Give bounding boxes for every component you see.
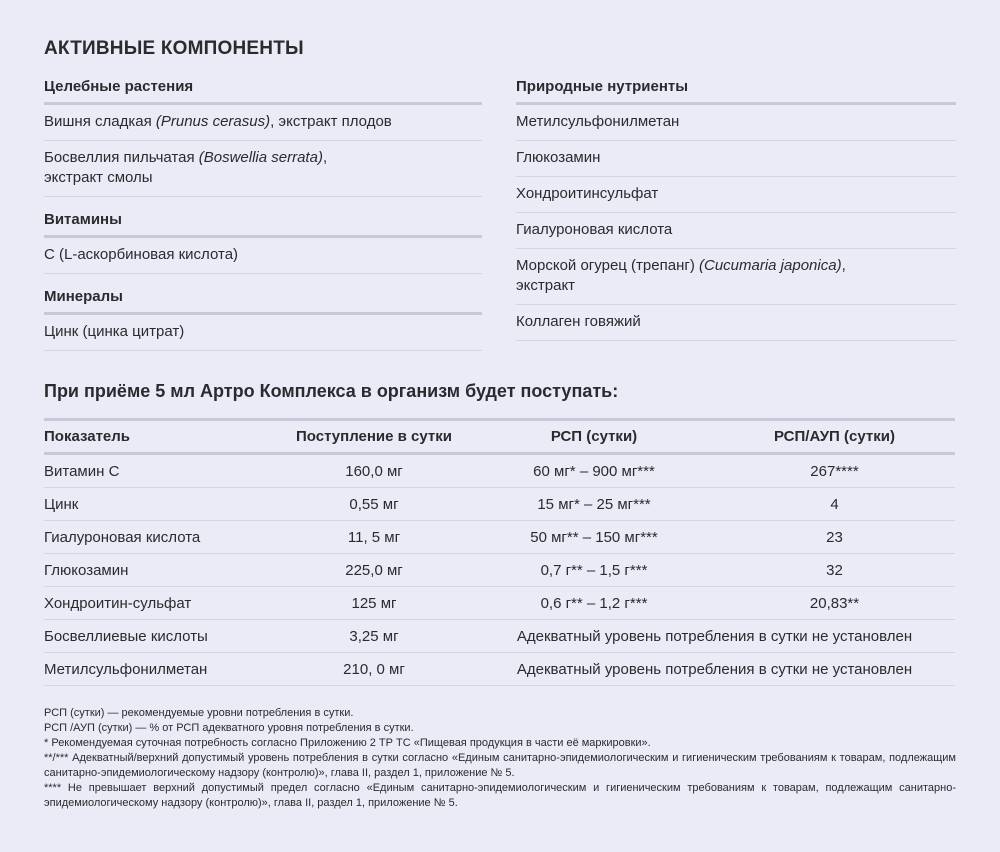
table-row	[44, 488, 955, 521]
list-item-boswellia: Босвеллия пильчатая (Boswellia serrata), экстракт смолы	[44, 141, 482, 197]
cell-daily: 0,55 мг	[349, 495, 399, 513]
cell-rsp: 50 мг** – 150 мг***	[530, 528, 658, 546]
cell-not-established: Адекватный уровень потребления в сутки не установлен	[516, 627, 913, 645]
cell-daily: 3,25 мг	[349, 627, 399, 645]
column-header-param: Показатель	[44, 428, 131, 445]
cell-not-established: Адекватный уровень потребления в сутки не установлен	[516, 660, 913, 678]
cell-name: Босвеллиевые кислоты	[44, 627, 208, 645]
cell-name: Глюкозамин	[44, 561, 129, 579]
cell-rsp: 15 мг* – 25 мг***	[537, 495, 651, 513]
list-item-cherry: Вишня сладкая (Prunus cerasus), экстракт плодов	[44, 105, 482, 141]
right-column	[516, 74, 956, 341]
category-plants-heading: Целебные растения	[44, 74, 482, 105]
table-row	[44, 620, 955, 653]
list-item-glucosamine: Глюкозамин	[516, 141, 956, 177]
cell-pct: 32	[826, 561, 843, 579]
list-item-zinc: Цинк (цинка цитрат)	[44, 315, 482, 351]
footnote: * Рекомендуемая суточная потребность согласно Приложению 2 ТР ТС «Пищевая продукция в части её маркировки».	[44, 737, 651, 749]
intake-table	[44, 418, 955, 686]
cell-daily: 210, 0 мг	[343, 660, 405, 678]
list-item-msm: Метилсульфонилметан	[516, 105, 956, 141]
category-minerals-heading: Минералы	[44, 284, 482, 315]
cell-name: Цинк	[44, 495, 79, 513]
footnote: РСП /АУП (сутки) — % от РСП адекватного уровня потребления в сутки.	[44, 722, 414, 734]
table-row	[44, 554, 955, 587]
table-row	[44, 521, 955, 554]
footnote: РСП (сутки) — рекомендуемые уровни потребления в сутки.	[44, 707, 354, 719]
table-row	[44, 653, 955, 686]
table-header-row	[44, 421, 955, 455]
list-item-vitamin-c: С (L-аскорбиновая кислота)	[44, 238, 482, 274]
list-item-chondroitin: Хондроитинсульфат	[516, 177, 956, 213]
column-header-rsp: РСП (сутки)	[550, 428, 638, 445]
footnotes	[44, 706, 956, 811]
cell-name: Метилсульфонилметан	[44, 660, 208, 678]
column-header-rsp-aup: РСП/АУП (сутки)	[774, 428, 895, 445]
list-item-sea-cucumber: Морской огурец (трепанг) (Cucumaria japonica), экстракт	[516, 249, 956, 305]
footnote: **** Не превышает верхний допустимый предел согласно «Единым санитарно-эпидемиологическим и гигиеническим требованиям к товарам, подлежащим санитарно-эпидемиологическому надзору (контролю)», глава II, раздел 1, приложение № 5.	[44, 782, 956, 809]
cell-name: Хондроитин-сульфат	[44, 594, 192, 612]
cell-pct: 267****	[810, 462, 859, 480]
cell-pct: 20,83**	[809, 594, 860, 612]
category-nutrients-heading: Природные нутриенты	[516, 74, 956, 105]
list-item-hyaluronic-acid: Гиалуроновая кислота	[516, 213, 956, 249]
table-row	[44, 587, 955, 620]
active-components-title: АКТИВНЫЕ КОМПОНЕНТЫ	[44, 38, 304, 59]
cell-daily: 11, 5 мг	[347, 528, 401, 546]
cell-name: Гиалуроновая кислота	[44, 528, 201, 546]
footnote: **/*** Адекватный/верхний допустимый уровень потребления в сутки согласно «Единым санитарно-эпидемиологическим и гигиеническим требованиям к товарам, подлежащим санитарно-эпидемиологическому надзору (контролю)», глава II, раздел 1, приложение № 5.	[44, 752, 956, 779]
cell-rsp: 0,7 г** – 1,5 г***	[540, 561, 648, 579]
cell-daily: 125 мг	[351, 594, 397, 612]
cell-pct: 23	[826, 528, 843, 546]
column-header-daily: Поступление в сутки	[295, 428, 452, 445]
table-row	[44, 455, 955, 488]
cell-name: Витамин С	[44, 462, 120, 480]
list-item-collagen: Коллаген говяжий	[516, 305, 956, 341]
category-vitamins-heading: Витамины	[44, 207, 482, 238]
cell-pct: 4	[830, 495, 839, 513]
cell-rsp: 60 мг* – 900 мг***	[533, 462, 655, 480]
cell-daily: 160,0 мг	[345, 462, 403, 480]
intake-table-title: При приёме 5 мл Артро Комплекса в организм будет поступать:	[44, 381, 619, 401]
left-column	[44, 74, 482, 351]
cell-daily: 225,0 мг	[345, 561, 403, 579]
cell-rsp: 0,6 г** – 1,2 г***	[540, 594, 648, 612]
